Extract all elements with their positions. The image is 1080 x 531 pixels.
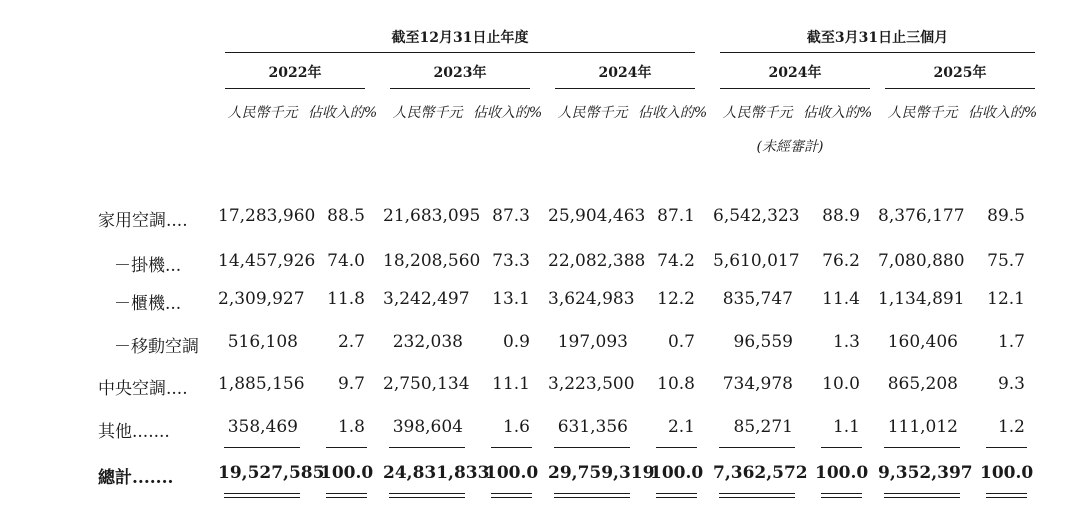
table-cell: 14,457,926 bbox=[218, 251, 316, 271]
subtotal-rule bbox=[986, 447, 1027, 448]
year-rule-2023 bbox=[390, 88, 530, 89]
table-cell: 516,108 bbox=[227, 332, 298, 352]
table-cell: 21,683,095 bbox=[383, 206, 481, 226]
total-double-rule bbox=[884, 493, 960, 494]
row-label: －移動空調 bbox=[114, 337, 199, 357]
total-double-rule bbox=[821, 493, 862, 494]
table-cell: 2,750,134 bbox=[383, 374, 470, 394]
table-cell: 232,038 bbox=[392, 332, 463, 352]
unaudited-note: (未經審計) bbox=[756, 139, 824, 155]
table-cell: 0.7 bbox=[667, 332, 695, 352]
table-cell: 89.5 bbox=[987, 206, 1025, 226]
table-cell: 22,082,388 bbox=[548, 251, 646, 271]
table-cell: 12.2 bbox=[657, 289, 695, 309]
table-cell: 1.8 bbox=[337, 417, 365, 437]
table-cell: 100.0 bbox=[650, 463, 704, 483]
table-cell: 100.0 bbox=[980, 463, 1034, 483]
table-cell: 100.0 bbox=[320, 463, 374, 483]
table-cell: 7,080,880 bbox=[878, 251, 965, 271]
table-cell: 11.8 bbox=[327, 289, 365, 309]
total-double-rule bbox=[224, 497, 300, 498]
col-amount-2024: 人民幣千元 bbox=[557, 105, 628, 121]
total-double-rule bbox=[389, 497, 465, 498]
total-double-rule bbox=[491, 493, 532, 494]
total-double-rule bbox=[224, 493, 300, 494]
table-cell: 88.5 bbox=[327, 206, 365, 226]
total-double-rule bbox=[656, 493, 697, 494]
table-cell: 3,242,497 bbox=[383, 289, 470, 309]
table-cell: 734,978 bbox=[722, 374, 793, 394]
table-cell: 160,406 bbox=[887, 332, 958, 352]
subtotal-rule bbox=[224, 447, 300, 448]
table-cell: 111,012 bbox=[887, 417, 958, 437]
table-cell: 3,223,500 bbox=[548, 374, 635, 394]
table-cell: 96,559 bbox=[733, 332, 793, 352]
table-cell: 1.3 bbox=[832, 332, 860, 352]
table-cell: 1,134,891 bbox=[878, 289, 965, 309]
table-cell: 11.4 bbox=[822, 289, 860, 309]
table-cell: 74.2 bbox=[657, 251, 695, 271]
year-header-2022: 2022年 bbox=[268, 65, 322, 81]
table-cell: 24,831,833 bbox=[383, 463, 490, 483]
group-rule-year bbox=[225, 52, 695, 53]
total-double-rule bbox=[719, 493, 795, 494]
table-cell: 197,093 bbox=[557, 332, 628, 352]
table-cell: 19,527,585 bbox=[218, 463, 325, 483]
group-header-year: 截至12月31日止年度 bbox=[391, 30, 529, 46]
col-pct-2025-q1: 佔收入的% bbox=[967, 105, 1038, 121]
table-cell: 88.9 bbox=[822, 206, 860, 226]
subtotal-rule bbox=[554, 447, 630, 448]
total-double-rule bbox=[554, 493, 630, 494]
year-header-2024: 2024年 bbox=[598, 65, 652, 81]
table-cell: 8,376,177 bbox=[878, 206, 965, 226]
table-cell: 75.7 bbox=[987, 251, 1025, 271]
table-cell: 6,542,323 bbox=[713, 206, 800, 226]
col-amount-2023: 人民幣千元 bbox=[392, 105, 463, 121]
col-amount-2022: 人民幣千元 bbox=[227, 105, 298, 121]
subtotal-rule bbox=[884, 447, 960, 448]
total-double-rule bbox=[821, 497, 862, 498]
table-cell: 87.3 bbox=[492, 206, 530, 226]
total-double-rule bbox=[554, 497, 630, 498]
group-rule-quarter bbox=[720, 52, 1035, 53]
year-rule-2024 bbox=[555, 88, 695, 89]
table-cell: 12.1 bbox=[987, 289, 1025, 309]
table-cell: 10.0 bbox=[822, 374, 860, 394]
table-cell: 358,469 bbox=[227, 417, 298, 437]
table-cell: 100.0 bbox=[485, 463, 539, 483]
year-rule-2024-q1 bbox=[720, 88, 870, 89]
col-pct-2024: 佔收入的% bbox=[637, 105, 708, 121]
subtotal-rule bbox=[326, 447, 367, 448]
col-pct-2024-q1: 佔收入的% bbox=[802, 105, 873, 121]
row-label: 家用空調.... bbox=[98, 211, 188, 231]
table-cell: 7,362,572 bbox=[713, 463, 808, 483]
row-label: 總計....... bbox=[98, 468, 174, 488]
table-cell: 5,610,017 bbox=[713, 251, 800, 271]
total-double-rule bbox=[326, 493, 367, 494]
row-label: －掛機... bbox=[114, 256, 182, 276]
table-cell: 13.1 bbox=[492, 289, 530, 309]
year-header-2024-q1: 2024年 bbox=[768, 65, 822, 81]
subtotal-rule bbox=[656, 447, 697, 448]
table-cell: 87.1 bbox=[657, 206, 695, 226]
total-double-rule bbox=[986, 493, 1027, 494]
table-cell: 0.9 bbox=[502, 332, 530, 352]
table-cell: 835,747 bbox=[722, 289, 793, 309]
table-cell: 9.7 bbox=[337, 374, 365, 394]
year-rule-2025-q1 bbox=[885, 88, 1035, 89]
group-header-quarter: 截至3月31日止三個月 bbox=[806, 30, 949, 46]
year-header-2023: 2023年 bbox=[433, 65, 487, 81]
subtotal-rule bbox=[719, 447, 795, 448]
year-rule-2022 bbox=[225, 88, 365, 89]
table-cell: 1.2 bbox=[997, 417, 1025, 437]
row-label: 中央空調.... bbox=[98, 379, 188, 399]
row-label: －櫃機... bbox=[114, 294, 182, 314]
table-cell: 2.7 bbox=[337, 332, 365, 352]
row-label: 其他....... bbox=[98, 422, 170, 442]
subtotal-rule bbox=[389, 447, 465, 448]
col-pct-2023: 佔收入的% bbox=[472, 105, 543, 121]
table-cell: 1.7 bbox=[997, 332, 1025, 352]
table-cell: 76.2 bbox=[822, 251, 860, 271]
table-cell: 2.1 bbox=[667, 417, 695, 437]
table-cell: 100.0 bbox=[815, 463, 869, 483]
table-cell: 1.6 bbox=[502, 417, 530, 437]
table-cell: 2,309,927 bbox=[218, 289, 305, 309]
table-cell: 73.3 bbox=[492, 251, 530, 271]
total-double-rule bbox=[326, 497, 367, 498]
table-cell: 9.3 bbox=[997, 374, 1025, 394]
total-double-rule bbox=[986, 497, 1027, 498]
total-double-rule bbox=[884, 497, 960, 498]
table-cell: 3,624,983 bbox=[548, 289, 635, 309]
year-header-2025-q1: 2025年 bbox=[933, 65, 987, 81]
total-double-rule bbox=[491, 497, 532, 498]
table-cell: 9,352,397 bbox=[878, 463, 973, 483]
table-cell: 1.1 bbox=[832, 417, 860, 437]
subtotal-rule bbox=[821, 447, 862, 448]
col-pct-2022: 佔收入的% bbox=[307, 105, 378, 121]
col-amount-2025-q1: 人民幣千元 bbox=[887, 105, 958, 121]
table-cell: 17,283,960 bbox=[218, 206, 316, 226]
col-amount-2024-q1: 人民幣千元 bbox=[722, 105, 793, 121]
table-cell: 11.1 bbox=[492, 374, 530, 394]
table-cell: 631,356 bbox=[557, 417, 628, 437]
table-cell: 29,759,319 bbox=[548, 463, 655, 483]
table-cell: 398,604 bbox=[392, 417, 463, 437]
total-double-rule bbox=[389, 493, 465, 494]
total-double-rule bbox=[719, 497, 795, 498]
table-cell: 85,271 bbox=[733, 417, 793, 437]
table-cell: 25,904,463 bbox=[548, 206, 646, 226]
table-cell: 10.8 bbox=[657, 374, 695, 394]
table-cell: 1,885,156 bbox=[218, 374, 305, 394]
table-cell: 865,208 bbox=[887, 374, 958, 394]
total-double-rule bbox=[656, 497, 697, 498]
table-cell: 74.0 bbox=[327, 251, 365, 271]
table-cell: 18,208,560 bbox=[383, 251, 481, 271]
subtotal-rule bbox=[491, 447, 532, 448]
